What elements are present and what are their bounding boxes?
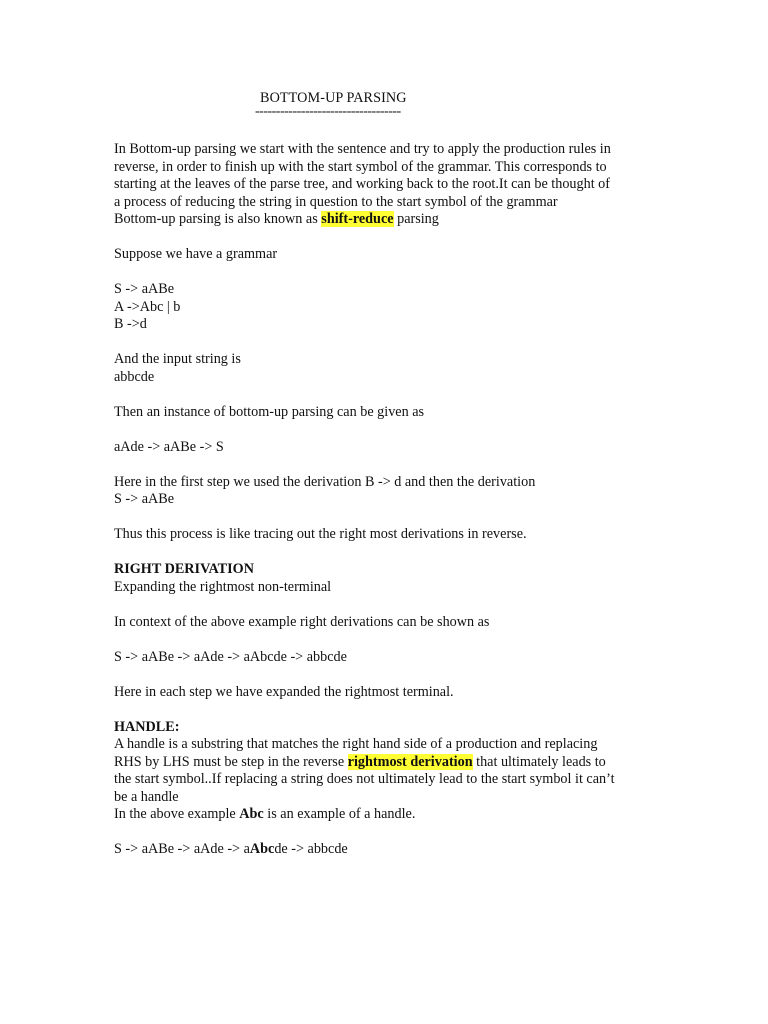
intro-line: reverse, in order to finish up with the start symbol of the grammar. This corresponds to — [114, 158, 607, 175]
handle-example-post: is an example of a handle. — [263, 806, 416, 822]
right-derivation-note: Here in each step we have expanded the rightmost terminal. — [114, 683, 454, 700]
shift-reduce-highlight: shift-reduce — [321, 211, 394, 227]
steps-paragraph — [114, 474, 659, 509]
handle-deriv-bold: Abc — [249, 841, 275, 857]
rightmost-derivation-highlight: rightmost derivation — [347, 753, 473, 770]
steps-line: S -> aABe — [114, 491, 175, 507]
page-title: BOTTOM-UP PARSING — [260, 90, 407, 106]
grammar-rules — [114, 281, 659, 334]
grammar-rule: S -> aABe — [114, 281, 175, 297]
handle-line: A handle is a substring that matches the right hand side of a production and replacing — [114, 736, 598, 752]
input-intro: And the input string is — [114, 351, 241, 367]
thus-paragraph: Thus this process is like tracing out the right most derivations in reverse. — [114, 526, 527, 542]
instance-intro: Then an instance of bottom-up parsing can be given as — [114, 403, 425, 420]
instance-derivation: aAde -> aABe -> S — [114, 438, 224, 455]
handle-example — [114, 806, 659, 824]
right-derivation-section — [114, 561, 659, 596]
title-underline: ----------------------------------- — [255, 107, 401, 117]
input-block — [114, 351, 659, 386]
right-derivation-heading: RIGHT DERIVATION — [114, 561, 254, 577]
grammar-intro: Suppose we have a grammar — [114, 246, 278, 262]
right-derivation-context: In context of the above example right derivations can be shown as — [114, 613, 490, 630]
intro-line — [114, 211, 659, 229]
right-derivation-desc: Expanding the rightmost non-terminal — [114, 578, 332, 595]
handle-line: be a handle — [114, 788, 179, 805]
intro-last-pre: Bottom-up parsing is also known as — [114, 211, 322, 227]
handle-example-pre: In the above example — [114, 806, 240, 822]
grammar-rule: A ->Abc | b — [114, 298, 181, 315]
handle-example-bold: Abc — [239, 806, 264, 822]
handle-line2-post: that ultimately leads to — [472, 753, 606, 770]
handle-line — [114, 754, 659, 772]
input-string: abbcde — [114, 368, 155, 385]
intro-line: starting at the leaves of the parse tree, and working back to the root.It can be thought of — [114, 176, 611, 192]
handle-deriv-pre: S -> aABe -> aAde -> a — [114, 841, 250, 857]
intro-line: a process of reducing the string in question to the start symbol of the grammar — [114, 193, 558, 210]
intro-last-post: parsing — [393, 211, 439, 227]
right-derivation-example: S -> aABe -> aAde -> aAbcde -> abbcde — [114, 648, 347, 665]
document-page — [114, 90, 659, 859]
handle-section — [114, 719, 659, 859]
handle-line: the start symbol..If replacing a string does not ultimately lead to the start symbol it can’t — [114, 771, 615, 787]
handle-deriv-post: de -> abbcde — [274, 841, 348, 857]
intro-paragraph — [114, 141, 659, 229]
grammar-rule: B ->d — [114, 316, 147, 332]
handle-line2-pre: RHS by LHS must be step in the reverse — [114, 753, 348, 770]
steps-line: Here in the first step we used the derivation B -> d and then the derivation — [114, 473, 536, 490]
handle-heading: HANDLE: — [114, 718, 180, 735]
intro-line: In Bottom-up parsing we start with the sentence and try to apply the production rules in — [114, 141, 611, 157]
handle-derivation — [114, 841, 659, 859]
